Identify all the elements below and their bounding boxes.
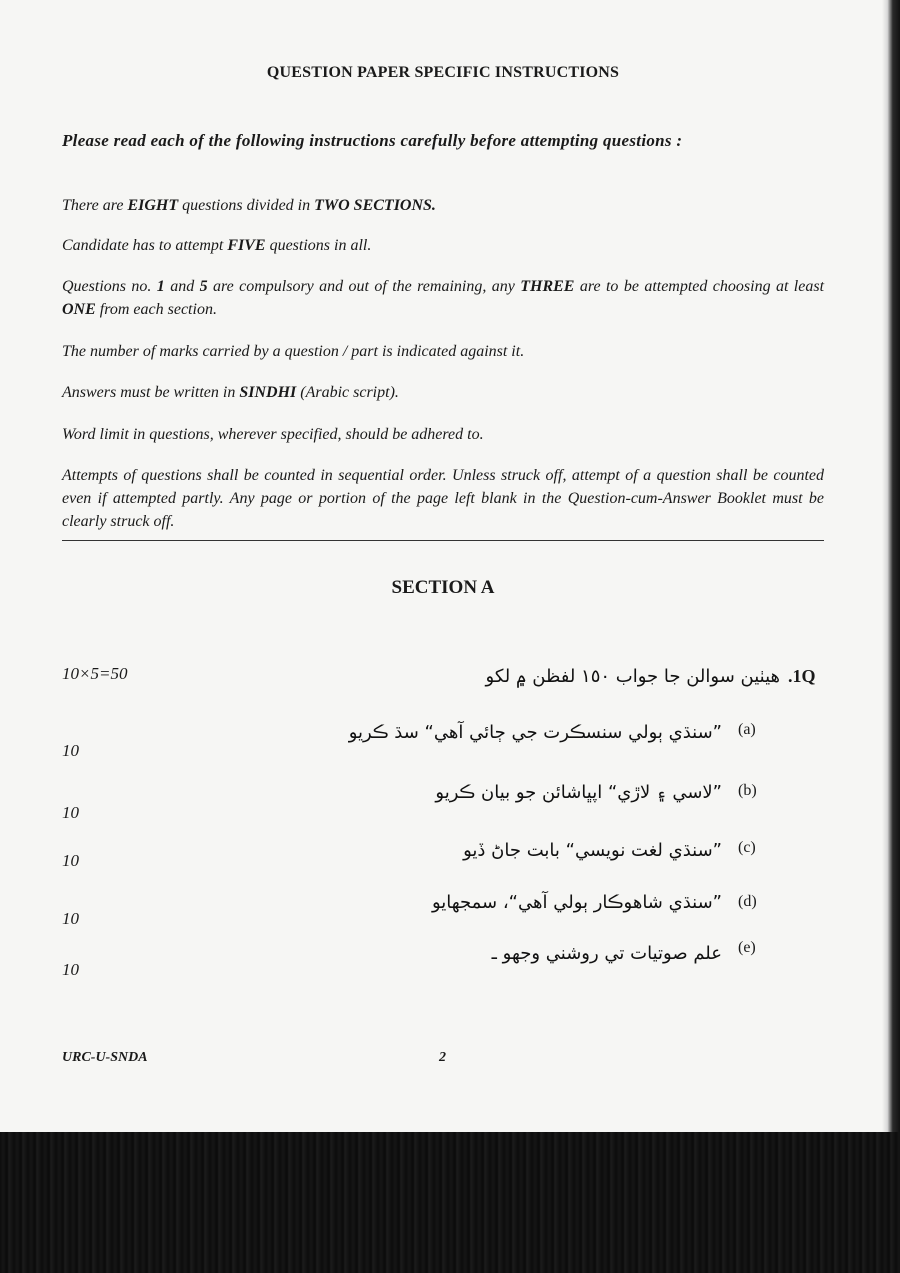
part-marks: 10 [62,803,79,822]
instructions-lead: Please read each of the following instructions carefully before attempting questions : [62,131,683,150]
instruction-compulsory: Questions no. 1 and 5 are compulsory and out of the remaining, any THREE are to be attempted choosing at least ONE from each section. [62,278,825,318]
scanner-background [0,1132,900,1273]
instruction-eight-questions: There are EIGHT questions divided in TWO SECTIONS. [62,197,436,214]
part-marks: 10 [62,960,79,979]
part-marks: 10 [62,851,79,870]
part-label: (a) [738,721,756,738]
instruction-attempt-five: Candidate has to attempt FIVE questions in all. [62,237,372,254]
question-number: .1Q [788,666,816,686]
part-text: علم صوتيات تي روشني وجهو ـ [491,943,722,964]
question-marks: 10×5=50 [62,664,128,683]
instruction-word-limit: Word limit in questions, wherever specified, should be adhered to. [62,426,484,443]
question-text: هيٺين سوالن جا جواب ١٥٠ لفظن ۾ لکو [485,666,780,687]
page-number: 2 [439,1050,446,1065]
instruction-marks: The number of marks carried by a question / part is indicated against it. [62,343,525,360]
part-label: (c) [738,839,756,856]
part-text: ”لاسي ۽ لاڙي“ اپڀاشائن جو بيان ڪريو [435,782,722,803]
part-label: (e) [738,939,756,956]
part-label: (d) [738,893,757,910]
part-text: ”سنڌي ٻولي سنسڪرت جي ڄائي آهي“ سڌ ڪريو [348,722,722,743]
part-marks: 10 [62,909,79,928]
section-title: SECTION A [391,577,495,598]
instruction-sequential-order: Attempts of questions shall be counted in sequential order. Unless struck off, attempt of a question shall be counted even if attempted partly. Any page or portion of the page left blank in the Question-cum-Answer Booklet must be clearly struck off. [62,467,824,530]
part-label: (b) [738,782,757,799]
paper-code: URC-U-SNDA [62,1050,148,1065]
instruction-language: Answers must be written in SINDHI (Arabic script). [62,384,399,401]
part-text: ”سنڌي لغت نويسي“ بابت جاڻ ڏيو [463,840,722,861]
divider-line [62,540,824,541]
part-marks: 10 [62,741,79,760]
part-text: ”سنڌي شاهوڪار ٻولي آهي“، سمجهايو [431,892,722,913]
page-title: QUESTION PAPER SPECIFIC INSTRUCTIONS [266,64,620,81]
scan-edge-shadow [882,0,900,1132]
